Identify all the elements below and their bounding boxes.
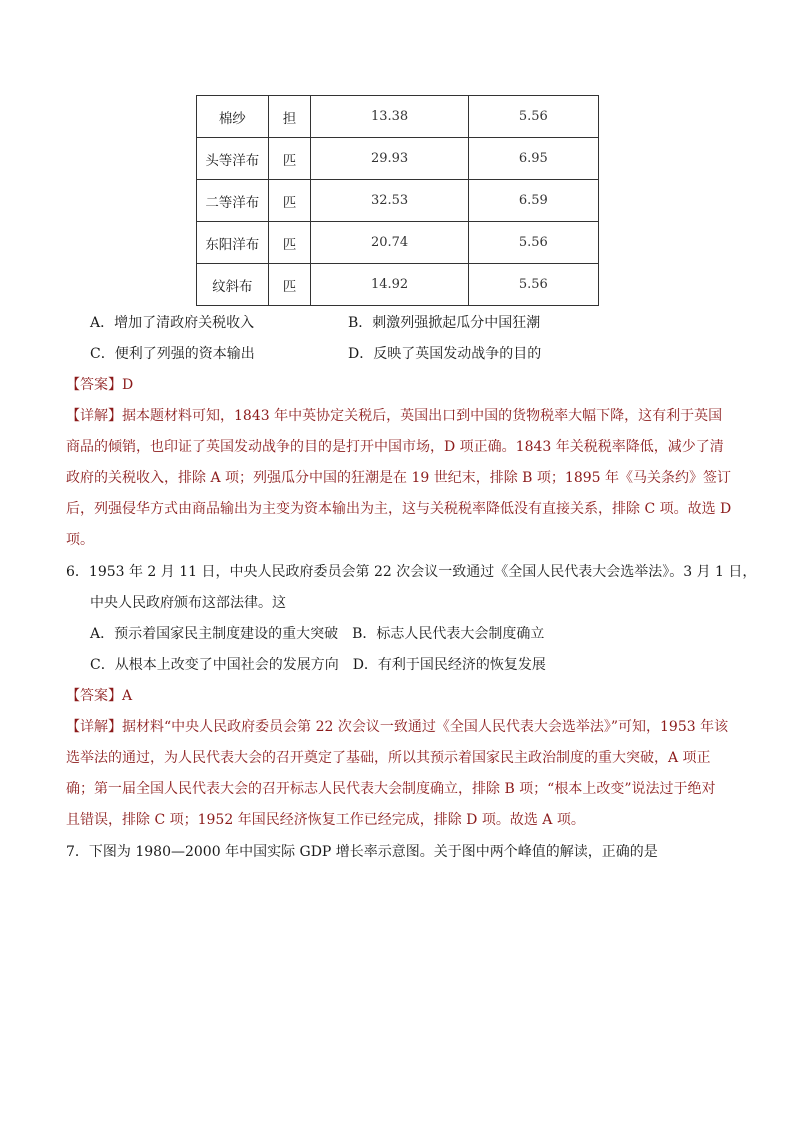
q6-detail-tag: 【详解】 bbox=[66, 719, 122, 735]
q6-answer-tag: 【答案】 bbox=[66, 688, 122, 704]
table-row bbox=[197, 138, 599, 180]
goods-name-cell: 棉纱 bbox=[197, 96, 269, 138]
q5-detail-line: 后，列强侵华方式由商品输出为主变为资本输出为主，这与关税税率降低没有直接关系，排除 C 项。故选 D bbox=[66, 501, 732, 517]
tax-before-cell: 13.38 bbox=[311, 96, 468, 138]
q6-detail-text: 据材料“中央人民政府委员会第 22 次会议一致通过《全国人民代表大会选举法》”可知，1953 年该 bbox=[122, 719, 729, 735]
q5-detail-text: 据本题材料可知，1843 年中英协定关税后，英国出口到中国的货物税率大幅下降，这有利于英国 bbox=[122, 408, 723, 424]
q6-detail-line: 选举法的通过，为人民代表大会的召开奠定了基础，所以其预示着国家民主政治制度的重大突破，A 项正 bbox=[66, 750, 711, 766]
q7-stem: 7．下图为 1980—2000 年中国实际 GDP 增长率示意图。关于图中两个峰值的解读，正确的是 bbox=[66, 844, 658, 860]
goods-name-cell: 二等洋布 bbox=[197, 180, 269, 222]
unit-cell: 匹 bbox=[268, 180, 311, 222]
table-row bbox=[197, 222, 599, 264]
tax-after-cell: 5.56 bbox=[468, 96, 598, 138]
q6-detail-line bbox=[66, 717, 728, 737]
tax-after-cell: 6.95 bbox=[468, 138, 598, 180]
q5-option-c: C．便利了列强的资本输出 bbox=[90, 346, 255, 362]
unit-cell: 匹 bbox=[268, 138, 311, 180]
unit-cell: 匹 bbox=[268, 222, 311, 264]
q5-option-d: D．反映了英国发动战争的目的 bbox=[348, 346, 542, 362]
q5-answer-tag: 【答案】 bbox=[66, 377, 122, 393]
tariff-table bbox=[196, 95, 599, 306]
unit-cell: 匹 bbox=[268, 264, 311, 306]
unit-cell: 担 bbox=[268, 96, 311, 138]
goods-name-cell: 东阳洋布 bbox=[197, 222, 269, 264]
q6-detail-line: 且错误，排除 C 项；1952 年国民经济恢复工作已经完成，排除 D 项。故选 A 项。 bbox=[66, 812, 585, 828]
q6-stem-line: 中央人民政府颁布这部法律。这 bbox=[90, 595, 286, 611]
table-row bbox=[197, 180, 599, 222]
q5-option-a: A．增加了清政府关税收入 bbox=[90, 315, 255, 331]
tax-after-cell: 5.56 bbox=[468, 222, 598, 264]
q5-answer-value: D bbox=[122, 377, 134, 393]
goods-name-cell: 头等洋布 bbox=[197, 138, 269, 180]
q5-detail-tag: 【详解】 bbox=[66, 408, 122, 424]
tax-after-cell: 6.59 bbox=[468, 180, 598, 222]
q6-options-line: A．预示着国家民主制度建设的重大突破 B．标志人民代表大会制度确立 bbox=[90, 626, 545, 642]
q5-detail-line: 政府的关税收入，排除 A 项；列强瓜分中国的狂潮是在 19 世纪末，排除 B 项；1895 年《马关条约》签订 bbox=[66, 470, 731, 486]
q6-answer bbox=[66, 686, 132, 706]
tax-before-cell: 32.53 bbox=[311, 180, 468, 222]
tax-before-cell: 20.74 bbox=[311, 222, 468, 264]
q6-detail-line: 确；第一届全国人民代表大会的召开标志人民代表大会制度确立，排除 B 项；“根本上改变”说法过于绝对 bbox=[66, 781, 716, 797]
table-row bbox=[197, 96, 599, 138]
q5-answer bbox=[66, 375, 133, 395]
q5-detail-line bbox=[66, 406, 722, 426]
q6-answer-value: A bbox=[122, 688, 133, 704]
q6-options-line: C．从根本上改变了中国社会的发展方向 D．有利于国民经济的恢复发展 bbox=[90, 657, 546, 673]
table-row bbox=[197, 264, 599, 306]
q6-stem-line: 6．1953 年 2 月 11 日，中央人民政府委员会第 22 次会议一致通过《全国人民代表大会选举法》。3 月 1 日， bbox=[66, 564, 757, 580]
goods-name-cell: 纹斜布 bbox=[197, 264, 269, 306]
q5-detail-line: 商品的倾销，也印证了英国发动战争的目的是打开中国市场，D 项正确。1843 年关税税率降低，减少了清 bbox=[66, 439, 724, 455]
q5-detail-line: 项。 bbox=[66, 532, 94, 548]
tax-after-cell: 5.56 bbox=[468, 264, 598, 306]
tax-before-cell: 29.93 bbox=[311, 138, 468, 180]
q5-option-b: B．刺激列强掀起瓜分中国狂潮 bbox=[348, 315, 541, 331]
tax-before-cell: 14.92 bbox=[311, 264, 468, 306]
tariff-table-body bbox=[197, 96, 599, 306]
